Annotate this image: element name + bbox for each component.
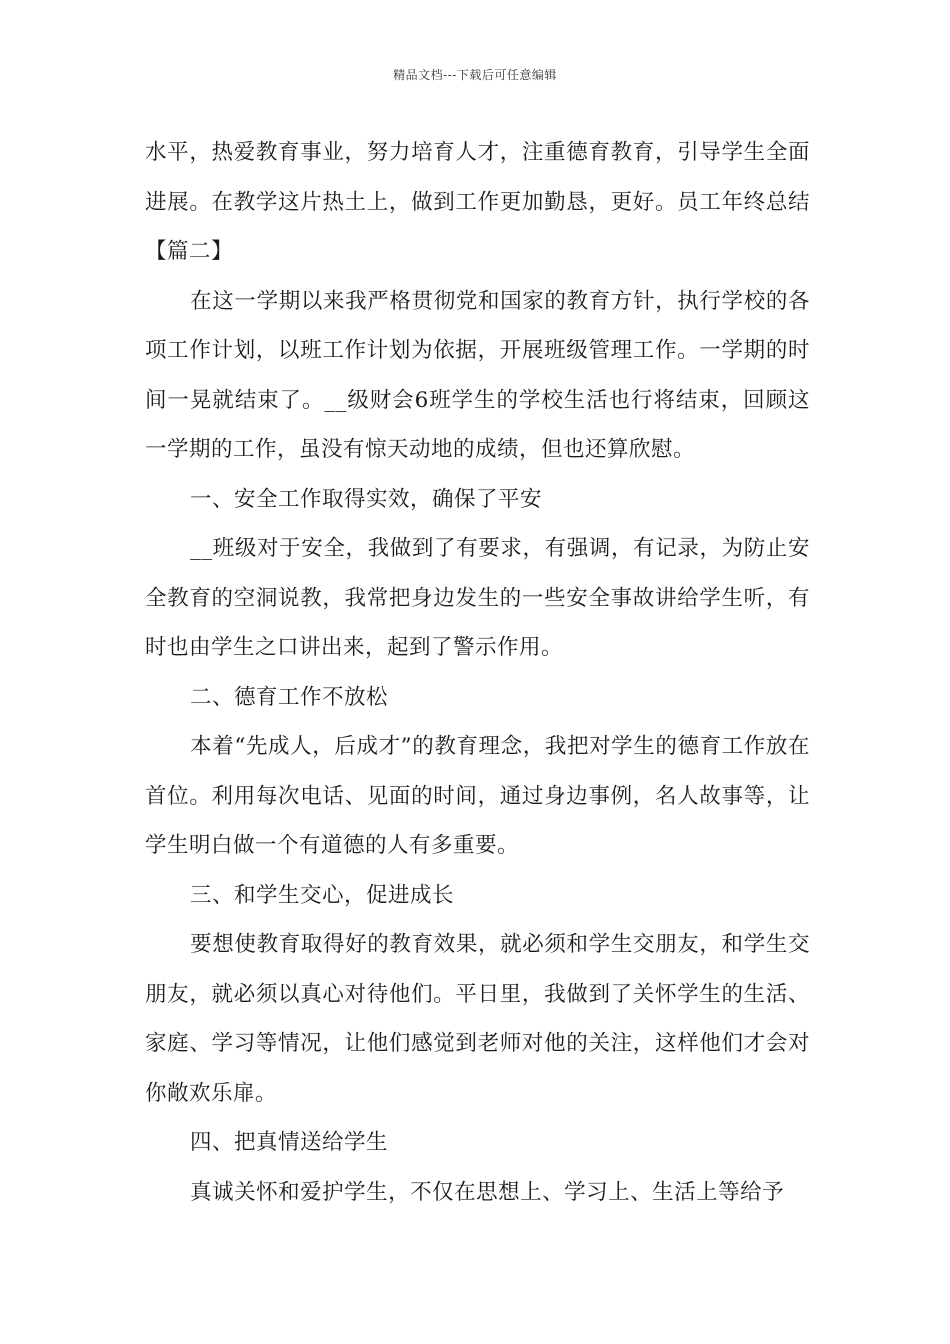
page-header: 精品文档---下载后可任意编辑 <box>393 68 557 82</box>
paragraph-moral: 本着“先成人，后成才”的教育理念，我把对学生的德育工作放在首位。利用每次电话、见面的时间，通过身边事例，名人故事等，让学生明白做一个有道德的人有多重要。 <box>145 734 810 858</box>
section-heading-communication: 三、和学生交心，促进成长 <box>190 882 455 908</box>
section-heading-moral: 二、德育工作不放松 <box>190 684 389 710</box>
section-heading-safety: 一、安全工作取得实效，确保了平安 <box>190 486 543 512</box>
section-heading-care: 四、把真情送给学生 <box>190 1130 389 1155</box>
document-body <box>145 128 810 1217</box>
paragraph-safety: __班级对于安全，我做到了有要求，有强调，有记录，为防止安全教育的空洞说教，我常把身边发生的一些安全事故讲给学生听，有时也由学生之口讲出来，起到了警示作用。 <box>145 536 810 660</box>
paragraph-intro: 在这一学期以来我严格贯彻党和国家的教育方针，执行学校的各项工作计划，以班工作计划为依据，开展班级管理工作。一学期的时间一晃就结束了。__级财会6班学生的学校生活也行将结束，回顾这一学期的工作，虽没有惊天动地的成绩，但也还算欣慰。 <box>145 288 810 462</box>
paragraph-continued: 水平，热爱教育事业，努力培育人才，注重德育教育，引导学生全面进展。在教学这片热土上，做到工作更加勤恳，更好。员工年终总结【篇二】 <box>145 140 810 264</box>
paragraph-communication: 要想使教育取得好的教育效果，就必须和学生交朋友，和学生交朋友，就必须以真心对待他们。平日里，我做到了关怀学生的生活、家庭、学习等情况，让他们感觉到老师对他的关注，这样他们才会对你敞欢乐扉。 <box>145 932 810 1106</box>
paragraph-care: 真诚关怀和爱护学生，不仅在思想上、学习上、生活上等给予 <box>190 1179 785 1205</box>
